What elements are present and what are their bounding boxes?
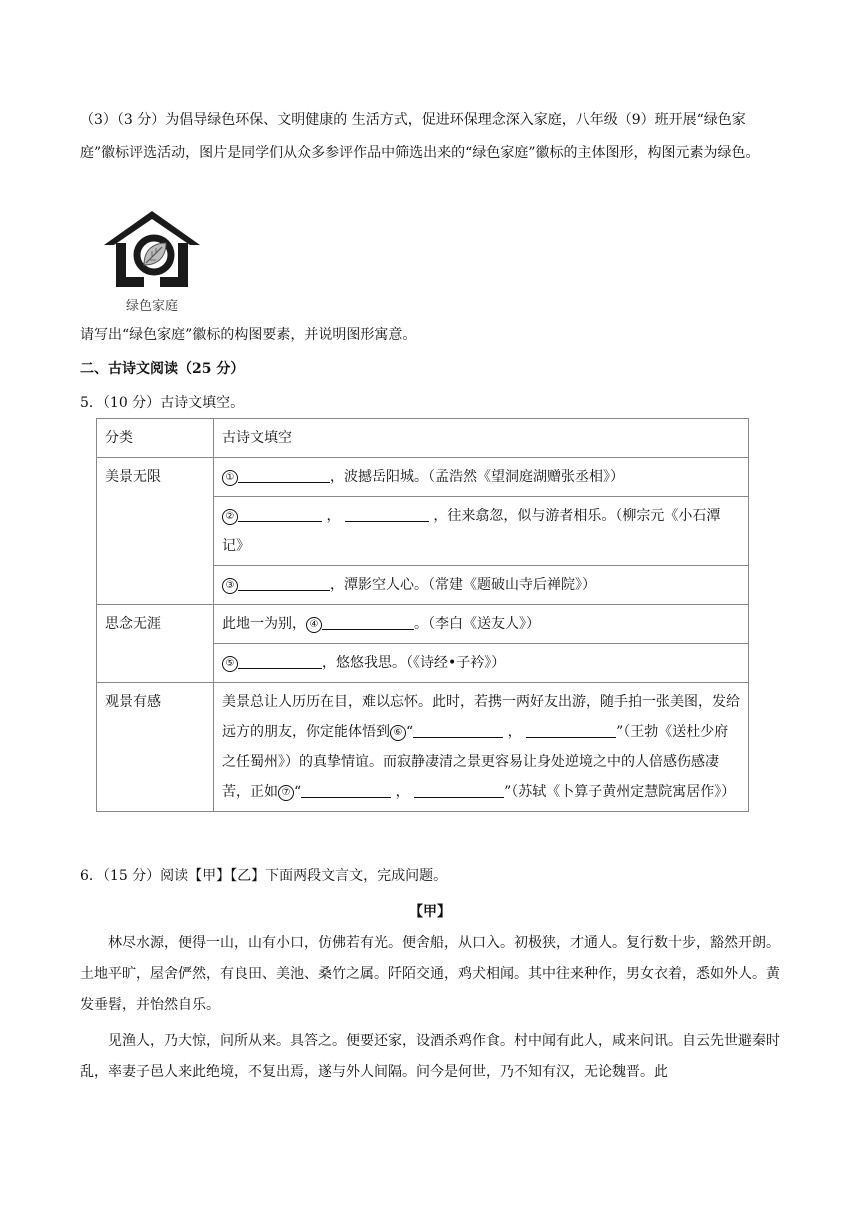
separator: ， <box>395 784 410 800</box>
table-row <box>97 605 749 644</box>
item-number: ⑥ <box>390 725 406 741</box>
item-number: ⑦ <box>278 785 294 801</box>
item-text: ，潭影空人心。（常建《题破山寺后禅院》） <box>330 577 596 593</box>
fill-item-5 <box>214 644 749 683</box>
question-3-text: （3）（3 分）为倡导绿色环保、文明健康的 生活方式，促进环保理念深入家庭，八年级（9）班开展“绿色家庭”徽标评选活动，图片是同学们从众多参评作品中筛选出来的“绿色家庭”徽标的主体图形，构图元素为绿色。 <box>80 112 760 161</box>
table-row <box>97 458 749 497</box>
fill-item-6-7 <box>214 683 749 812</box>
section-2-title: 二、古诗文阅读（25 分） <box>80 361 245 377</box>
answer-blank[interactable] <box>413 719 503 738</box>
separator: ， <box>326 508 341 524</box>
item-text: 美景总让人历历在目，难以忘怀。此时，若携一两好友出游，随手拍一张美图，发给远方的朋友，你定能体悟到 <box>222 694 740 740</box>
passage-jia-paragraph-2: 见渔人，乃大惊，问所从来。具答之。便要还家，设酒杀鸡作食。村中闻有此人，咸来问讯。自云先世避秦时乱，率妻子邑人来此绝境，不复出焉，遂与外人间隔。问今是何世，乃不知有汉，无论魏晋。此 <box>80 1033 780 1080</box>
quote-open: “ <box>294 784 302 800</box>
fill-item-2 <box>214 497 749 566</box>
separator: ， <box>507 724 522 740</box>
fill-item-4 <box>214 605 749 644</box>
table-row <box>97 683 749 812</box>
header-category: 分类 <box>97 419 214 458</box>
item-text: （苏轼《卜算子黄州定慧院寓居作》） <box>511 784 736 800</box>
category-scenery: 美景无限 <box>97 458 214 605</box>
question-5-title: 5．（10 分）古诗文填空。 <box>80 395 245 411</box>
house-leaf-logo-icon <box>98 205 206 295</box>
answer-blank[interactable] <box>414 779 504 798</box>
item-number: ④ <box>306 617 322 633</box>
answer-blank[interactable] <box>322 611 414 630</box>
item-number: ⑤ <box>222 656 238 672</box>
logo-caption: 绿色家庭 <box>125 299 178 314</box>
item-number: ③ <box>222 578 238 594</box>
item-text: ，波撼岳阳城。（孟浩然《望洞庭湖赠张丞相》） <box>330 469 624 485</box>
category-longing: 思念无涯 <box>97 605 214 683</box>
header-fill: 古诗文填空 <box>214 419 749 458</box>
question-6-title: 6．（15 分）阅读【甲】【乙】下面两段文言文，完成问题。 <box>80 868 448 884</box>
item-text: （王勃《送杜少府之任蜀州》）的真挚情谊。而寂静凄清之景更容易让身处逆境之中的人倍感伤感凄苦，正如 <box>222 724 729 800</box>
table-header-row <box>97 419 749 458</box>
answer-blank[interactable] <box>238 650 322 669</box>
quote-open: “ <box>406 724 414 740</box>
item-text: 。（李白《送友人》） <box>414 616 540 632</box>
fill-item-3 <box>214 566 749 605</box>
passage-jia-paragraph-1: 林尽水源，便得一山，山有小口，仿佛若有光。便舍船，从口入。初极狭，才通人。复行数十步，豁然开朗。土地平旷，屋舍俨然，有良田、美池、桑竹之属。阡陌交通，鸡犬相闻。其中往来种作，男女衣着，悉如外人。黄发垂髫，并怡然自乐。 <box>80 935 780 1013</box>
question-3-ask: 请写出“绿色家庭”徽标的构图要素，并说明图形寓意。 <box>80 327 417 343</box>
item-number: ② <box>222 509 238 525</box>
quote-close: ” <box>504 784 512 800</box>
item-text: ，悠悠我思。（《诗经•子衿》） <box>322 655 506 671</box>
answer-blank[interactable] <box>238 464 330 483</box>
item-text: ，往来翕忽，似与游者相乐。（柳宗元《小石潭记》 <box>222 508 721 554</box>
passage-jia-heading: 【甲】 <box>409 904 451 920</box>
quote-close: ” <box>616 724 624 740</box>
fill-item-1 <box>214 458 749 497</box>
answer-blank[interactable] <box>526 719 616 738</box>
item-number: ① <box>222 470 238 486</box>
poetry-fill-table <box>96 418 749 812</box>
category-reflection: 观景有感 <box>97 683 214 812</box>
answer-blank[interactable] <box>238 572 330 591</box>
item-prefix: 此地一为别， <box>222 616 306 632</box>
answer-blank[interactable] <box>238 503 322 522</box>
answer-blank[interactable] <box>301 779 391 798</box>
green-family-logo <box>98 205 206 320</box>
answer-blank[interactable] <box>345 503 429 522</box>
